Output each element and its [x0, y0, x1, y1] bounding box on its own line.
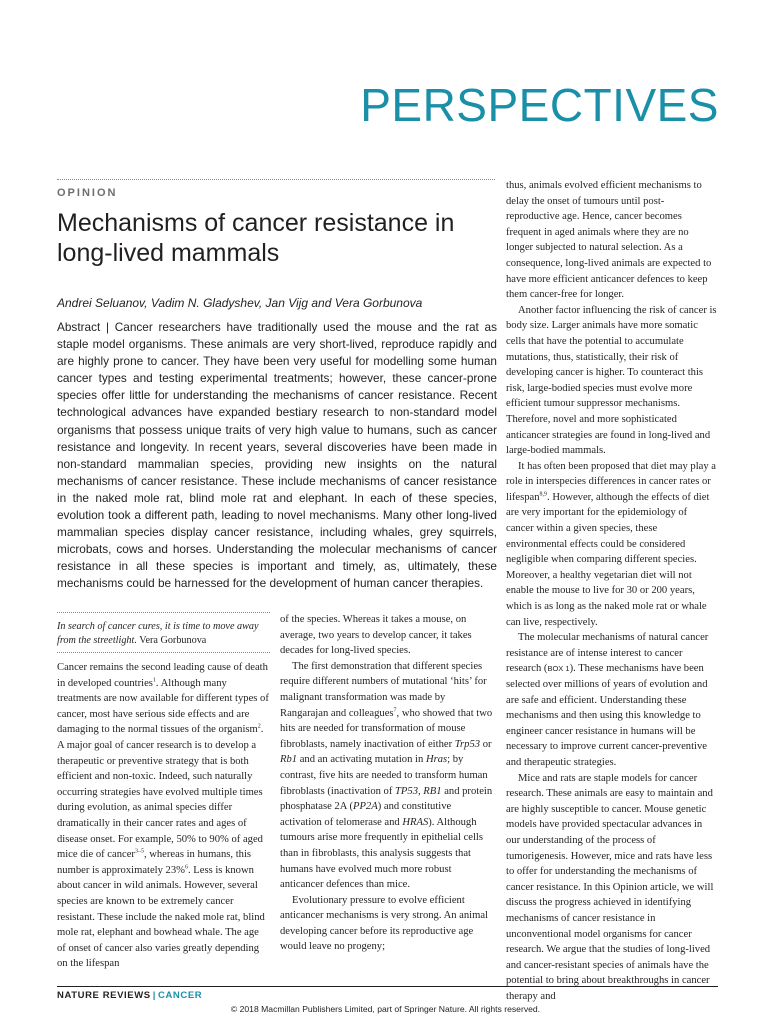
pull-quote-attribution: Vera Gorbunova — [139, 635, 207, 646]
body-text: and an activating mutation in — [297, 754, 426, 766]
body-text: . A major goal of cancer research is to develop a therapeutic or preventive strategy that is both efficient and non-toxic. Indeed, such naturally occurring strategies have evolved multiple times during evolution, as animal species differ dramatically in their cancer rates and ages of disease onset. For example, 50% to 90% of aged mice die of cancer — [57, 724, 264, 861]
gene-name: Hras — [425, 754, 448, 766]
article-abstract: Abstract | Cancer researchers have traditionally used the mouse and the rat as staple model organisms. These animals are very short-lived, reproduce rapidly and are highly prone to cancer. They have been very useful for modelling some human cancer types and testing experimental treatments; however, these cancer-prone species offer little for understanding the mechanisms of cancer resistance. Recent technological advances have expanded bestiary research to non-standard model organisms that possess unique traits of very high value to humans, such as cancer resistance and longevity. In recent years, several discoveries have been made in non-standard mammalian species, providing new insights on the natural mechanisms of cancer resistance. These include mechanisms of cancer resistance in the naked mole rat, blind mole rat and elephant. In each of these species, evolution took a different path, leading to novel mechanisms. Many other long-lived mammalian species display cancer resistance, including whales, grey squirrels, microbats, cows and horses. Understanding the molecular mechanisms of cancer resistance in all these species is important and timely, as, ultimately, these mechanisms could be harnessed for the development of human cancer therapies. — [57, 320, 497, 591]
body-text: It has often been proposed that diet may play a role in interspecies differences in cancer rates or lifespan — [506, 460, 716, 503]
quote-divider-top — [57, 612, 270, 613]
body-text: ). These mechanisms have been selected over millions of years of evolution and are safe and efficient. Understanding these mechanisms and then using this knowledge to engineer cancer resistance in humans will be necessary to improve current cancer-preventive and therapeutic strategies. — [506, 663, 708, 768]
section-header: PERSPECTIVES — [360, 79, 719, 131]
body-paragraph — [57, 660, 270, 972]
body-paragraph — [506, 459, 717, 631]
article-authors: Andrei Seluanov, Vadim N. Gladyshev, Jan Vijg and Vera Gorbunova — [57, 296, 423, 310]
body-text: . Although many treatments are now available for different types of cancer, most have serious side effects and are damaging to the normal tissues of the organism — [57, 677, 269, 736]
body-text: , — [418, 785, 424, 797]
kicker-divider — [57, 179, 495, 180]
gene-name: HRAS — [402, 816, 429, 828]
body-paragraph: Another factor influencing the risk of cancer is body size. Larger animals have more somatic cells that have the potential to accumulate mutations, thus, statistically, their risk of developing cancer is higher. To counteract this risk, large-bodied species must evolve more efficient tumour suppressor mechanisms. Therefore, novel and more sophisticated anticancer strategies are found in long-lived and large-bodied mammals. — [506, 304, 717, 457]
citation-ref[interactable]: 8,9 — [539, 491, 548, 498]
journal-name — [57, 990, 202, 1001]
body-text: ; by contrast, five hits are needed to transform human fibroblasts (inactivation of — [280, 754, 488, 797]
body-text: The molecular mechanisms of natural cancer resistance are of intense interest to cancer research ( — [506, 632, 709, 675]
body-paragraph: Mice and rats are staple models for cancer research. These animals are easy to maintain and are highly susceptible to cancer. Mouse genetic models have provided spectacular advances in our understanding of the process of tumorigenesis. However, mice and rats have less to offer for understanding the mechanisms of cancer resistance. In this Opinion article, we will discuss the progress achieved in identifying mechanisms of cancer resistance in unconventional model organisms for cancer research. We argue that the studies of long-lived and cancer-resistant species of animals have the potential to bring about breakthroughs in cancer therapy and — [506, 772, 714, 1002]
body-text: ). Although tumours arise more frequently in epithelial cells than in fibroblasts, this analysis suggests that humans have evolved much more robust anticancer defences than mice. — [280, 816, 483, 891]
journal-separator: | — [152, 990, 156, 1001]
citation-ref[interactable]: 1 — [152, 677, 156, 684]
body-paragraph: Evolutionary pressure to evolve efficient anticancer mechanisms is very strong. An animal developing cancer before its reproductive age would leave no progeny; — [280, 894, 488, 953]
pull-quote-text: In search of cancer cures, it is time to move away from the streetlight. — [57, 621, 259, 646]
body-text: or — [480, 738, 492, 750]
pull-quote — [57, 620, 270, 648]
copyright-notice: © 2018 Macmillan Publishers Limited, part of Springer Nature. All rights reserved. — [230, 1004, 541, 1014]
gene-name: PP2A — [352, 801, 378, 813]
body-paragraph: of the species. Whereas it takes a mouse, on average, two years to develop cancer, it takes decades for long-lived species. — [280, 614, 472, 657]
citation-ref[interactable]: 3–5 — [134, 848, 144, 855]
box-link[interactable]: BOX 1 — [547, 664, 570, 674]
body-column-2 — [280, 612, 495, 955]
gene-name: RB1 — [423, 785, 442, 797]
body-text: , who showed that two hits are needed for transformation of mouse fibroblasts, namely inactivation of either — [280, 707, 493, 750]
footer-divider — [57, 986, 718, 987]
journal-subtitle: CANCER — [158, 990, 203, 1001]
gene-name: TP53 — [395, 785, 418, 797]
body-text: Cancer remains the second leading cause of death in developed countries — [57, 662, 268, 689]
body-text: . Less is known about cancer in wild animals. However, several species are known to be extremely cancer resistant. These include the naked mole rat, blind mole rat, elephant and bowhead whale. The age of onset of cancer also varies greatly depending on the lifespan — [57, 864, 265, 970]
article-kicker: OPINION — [57, 187, 118, 199]
journal-title: NATURE REVIEWS — [57, 990, 151, 1001]
body-column-3 — [506, 178, 717, 1004]
body-paragraph — [280, 659, 495, 893]
body-text: The first demonstration that different species require different numbers of mutational ‘hits’ for malignant transformation was made by Rangarajan and colleagues — [280, 660, 487, 719]
body-paragraph: thus, animals evolved efficient mechanisms to delay the onset of tumours until post-reproductive age. Hence, cancer becomes frequent in aged animals where they are no longer subjected to natural selection. As a consequence, long-lived animals are expected to have more efficient anticancer defences to keep them cancer-free for longer. — [506, 180, 712, 301]
body-text: , whereas in humans, this number is approximately 23% — [57, 849, 252, 876]
body-paragraph — [506, 630, 717, 770]
body-text: . However, although the effects of diet are very important for the epidemiology of cancer within a given species, these environmental effects could be considered negligible when comparing different species. Moreover, a healthy vegetarian diet will not enable the mouse to live for 30 or 200 years, which is as long as the naked mole rat or whale can live, respectively. — [506, 491, 710, 628]
body-column-1 — [57, 660, 270, 972]
body-text: ) and constitutive activation of telomerase and — [280, 801, 452, 828]
gene-name: Trp53 — [454, 738, 481, 750]
citation-ref[interactable]: 6 — [184, 864, 188, 871]
gene-name: Rb1 — [280, 754, 298, 766]
body-text: and protein phosphatase 2A ( — [280, 785, 493, 813]
article-title: Mechanisms of cancer resistance in long-lived mammals — [57, 209, 455, 267]
quote-divider-bottom — [57, 652, 270, 653]
citation-ref[interactable]: 2 — [257, 723, 261, 730]
citation-ref[interactable]: 7 — [393, 707, 397, 714]
